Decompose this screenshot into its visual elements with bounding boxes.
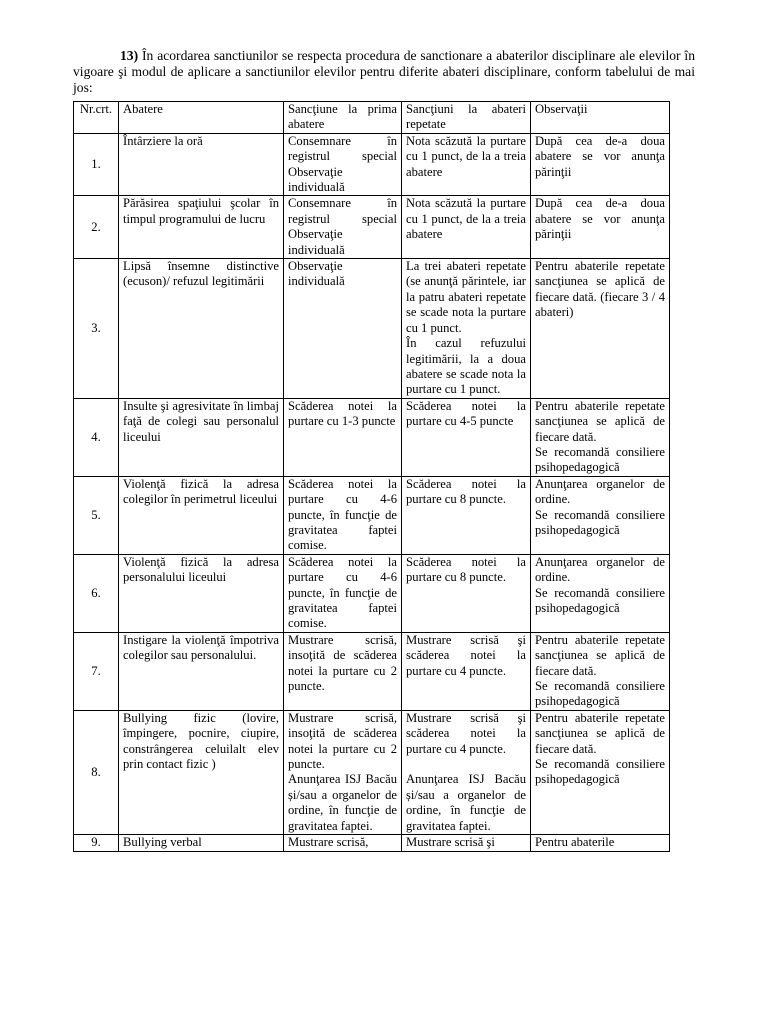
cell-paragraph: Se recomandă consiliere psihopedagogică — [535, 757, 665, 787]
table-row — [74, 259, 670, 399]
sanctions-table-body — [74, 102, 670, 852]
cell-paragraph: Mustrare scrisă şi — [406, 835, 495, 850]
row-number: 1. — [74, 133, 119, 196]
cell-paragraph: Pentru abaterile repetate sancţiunea se aplică de fiecare dată. — [535, 710, 665, 756]
cell-observatii — [531, 835, 670, 851]
cell-paragraph: Observaţie individuală — [288, 259, 345, 289]
cell-paragraph: Nota scăzută la purtare cu 1 punct, de la a treia abatere — [406, 196, 526, 242]
cell-paragraph: La trei abateri repetate (se anunţă părintele, iar la patru abateri repetate se scade nota la purtare cu 1 punct. — [406, 259, 526, 335]
cell-abatere — [119, 632, 284, 710]
cell-abatere — [119, 476, 284, 554]
cell-observatii — [531, 710, 670, 834]
cell-paragraph: Pentru abaterile — [535, 835, 615, 850]
cell-paragraph: Instigare la violenţă împotriva colegilor sau personalului. — [123, 632, 279, 663]
intro-text: În acordarea sanctiunilor se respecta procedura de sanctionare a abaterilor disciplinare ale elevilor în vigoare şi modul de aplicare a sanctiunilor elevilor pentru diferite abateri disciplinare, conform tabelului de mai jos: — [73, 47, 695, 95]
cell-paragraph: Consemnare în registrul special Observaţie individuală — [288, 133, 397, 195]
cell-prima — [284, 133, 402, 196]
cell-paragraph: Lipsă însemne distinctive (ecuson)/ refuzul legitimării — [123, 259, 279, 289]
table-row — [74, 835, 670, 851]
cell-prima — [284, 259, 402, 399]
cell-abatere — [119, 835, 284, 851]
cell-paragraph: Violenţă fizică la adresa colegilor în perimetrul liceului — [123, 476, 279, 507]
cell-paragraph: Scăderea notei la purtare cu 1-3 puncte — [288, 398, 397, 429]
header-nr: Nr.crt. — [74, 102, 119, 134]
table-row — [74, 710, 670, 834]
cell-repetate — [402, 710, 531, 834]
cell-paragraph: Anunţarea ISJ Bacău și/sau a organelor de ordine, în funcţie de gravitatea faptei. — [288, 772, 397, 833]
cell-paragraph: Insulte şi agresivitate în limbaj faţă de colegi sau personalul liceului — [123, 398, 279, 444]
cell-paragraph — [406, 757, 526, 772]
cell-abatere — [119, 196, 284, 259]
cell-paragraph: După cea de-a doua abatere se vor anunţa părinţii — [535, 133, 665, 179]
cell-paragraph: Anunţarea ISJ Bacău și/sau a organelor de ordine, în funcţie de gravitatea faptei. — [406, 772, 526, 833]
cell-paragraph: Scăderea notei la purtare cu 4-6 puncte, în funcţie de gravitatea faptei comise. — [288, 554, 397, 631]
cell-paragraph: Mustrare scrisă, insoţită de scăderea notei la purtare cu 2 puncte. — [288, 710, 397, 772]
cell-observatii — [531, 554, 670, 632]
cell-paragraph: Scăderea notei la purtare cu 4-6 puncte, în funcţie de gravitatea faptei comise. — [288, 476, 397, 553]
table-row — [74, 554, 670, 632]
cell-observatii — [531, 196, 670, 259]
cell-paragraph: Se recomandă consiliere psihopedagogică — [535, 585, 665, 615]
cell-paragraph: Scăderea notei la purtare cu 4-5 puncte — [406, 398, 526, 429]
cell-abatere — [119, 554, 284, 632]
cell-abatere — [119, 710, 284, 834]
row-number: 5. — [74, 476, 119, 554]
cell-observatii — [531, 398, 670, 476]
cell-paragraph: Întârziere la oră — [123, 133, 203, 148]
cell-prima — [284, 554, 402, 632]
cell-paragraph: Scăderea notei la purtare cu 8 puncte. — [406, 554, 526, 585]
cell-paragraph: Bullying fizic (lovire, împingere, pocnire, ciupire, constrângerea celuilalt elev prin contact fizic ) — [123, 710, 279, 772]
cell-paragraph: Bullying verbal — [123, 835, 202, 850]
cell-repetate — [402, 835, 531, 851]
cell-observatii — [531, 133, 670, 196]
cell-repetate — [402, 196, 531, 259]
cell-abatere — [119, 398, 284, 476]
cell-paragraph: Nota scăzută la purtare cu 1 punct, de la a treia abatere — [406, 133, 526, 179]
cell-paragraph: Consemnare în registrul special Observaţie individuală — [288, 196, 397, 257]
cell-paragraph: În cazul refuzului legitimării, la a doua abatere se scade nota la purtare cu 1 punct. — [406, 336, 526, 397]
cell-prima — [284, 710, 402, 834]
cell-abatere — [119, 259, 284, 399]
row-number: 6. — [74, 554, 119, 632]
table-header-row — [74, 102, 670, 134]
header-sanctiune-prima: Sancţiune la prima abatere — [284, 102, 402, 134]
header-abatere: Abatere — [119, 102, 284, 134]
header-observatii: Observaţii — [531, 102, 670, 134]
cell-paragraph: Pentru abaterile repetate sancţiunea se aplică de fiecare dată. (fiecare 3 / 4 abateri) — [535, 259, 665, 320]
cell-observatii — [531, 476, 670, 554]
cell-paragraph: Se recomandă consiliere psihopedagogică — [535, 679, 665, 709]
cell-paragraph: Anunţarea organelor de ordine. — [535, 554, 665, 585]
cell-paragraph: Pentru abaterile repetate sancţiunea se aplică de fiecare dată. — [535, 398, 665, 444]
cell-paragraph: Pentru abaterile repetate sancţiunea se aplică de fiecare dată. — [535, 632, 665, 678]
cell-observatii — [531, 632, 670, 710]
cell-observatii — [531, 259, 670, 399]
cell-repetate — [402, 476, 531, 554]
cell-prima — [284, 196, 402, 259]
cell-repetate — [402, 398, 531, 476]
cell-paragraph: Se recomandă consiliere psihopedagogică — [535, 507, 665, 537]
table-row — [74, 476, 670, 554]
cell-paragraph: Mustrare scrisă, — [288, 835, 369, 850]
sanctions-table — [73, 101, 670, 852]
table-row — [74, 632, 670, 710]
cell-paragraph: Violenţă fizică la adresa personalului liceului — [123, 554, 279, 585]
cell-paragraph: Scăderea notei la purtare cu 8 puncte. — [406, 476, 526, 507]
row-number: 9. — [74, 835, 119, 851]
intro-paragraph — [73, 48, 695, 96]
cell-paragraph: Se recomandă consiliere psihopedagogică — [535, 444, 665, 475]
row-number: 3. — [74, 259, 119, 399]
cell-prima — [284, 632, 402, 710]
table-row — [74, 196, 670, 259]
row-number: 8. — [74, 710, 119, 834]
item-number: 13) — [120, 47, 139, 63]
cell-abatere — [119, 133, 284, 196]
cell-prima — [284, 398, 402, 476]
row-number: 4. — [74, 398, 119, 476]
table-row — [74, 398, 670, 476]
cell-repetate — [402, 632, 531, 710]
cell-prima — [284, 476, 402, 554]
cell-paragraph: Anunţarea organelor de ordine. — [535, 476, 665, 507]
header-sanctiuni-repetate: Sancţiuni la abateri repetate — [402, 102, 531, 134]
cell-repetate — [402, 259, 531, 399]
table-row — [74, 133, 670, 196]
row-number: 2. — [74, 196, 119, 259]
row-number: 7. — [74, 632, 119, 710]
cell-paragraph: Mustrare scrisă, insoţită de scăderea notei la purtare cu 2 puncte. — [288, 632, 397, 694]
cell-paragraph: După cea de-a doua abatere se vor anunţa părinţii — [535, 196, 665, 242]
cell-repetate — [402, 133, 531, 196]
cell-paragraph: Mustrare scrisă şi scăderea notei la purtare cu 4 puncte. — [406, 710, 526, 756]
cell-prima — [284, 835, 402, 851]
cell-repetate — [402, 554, 531, 632]
cell-paragraph: Mustrare scrisă şi scăderea notei la purtare cu 4 puncte. — [406, 632, 526, 678]
cell-paragraph: Părăsirea spaţiului şcolar în timpul programului de lucru — [123, 196, 279, 226]
